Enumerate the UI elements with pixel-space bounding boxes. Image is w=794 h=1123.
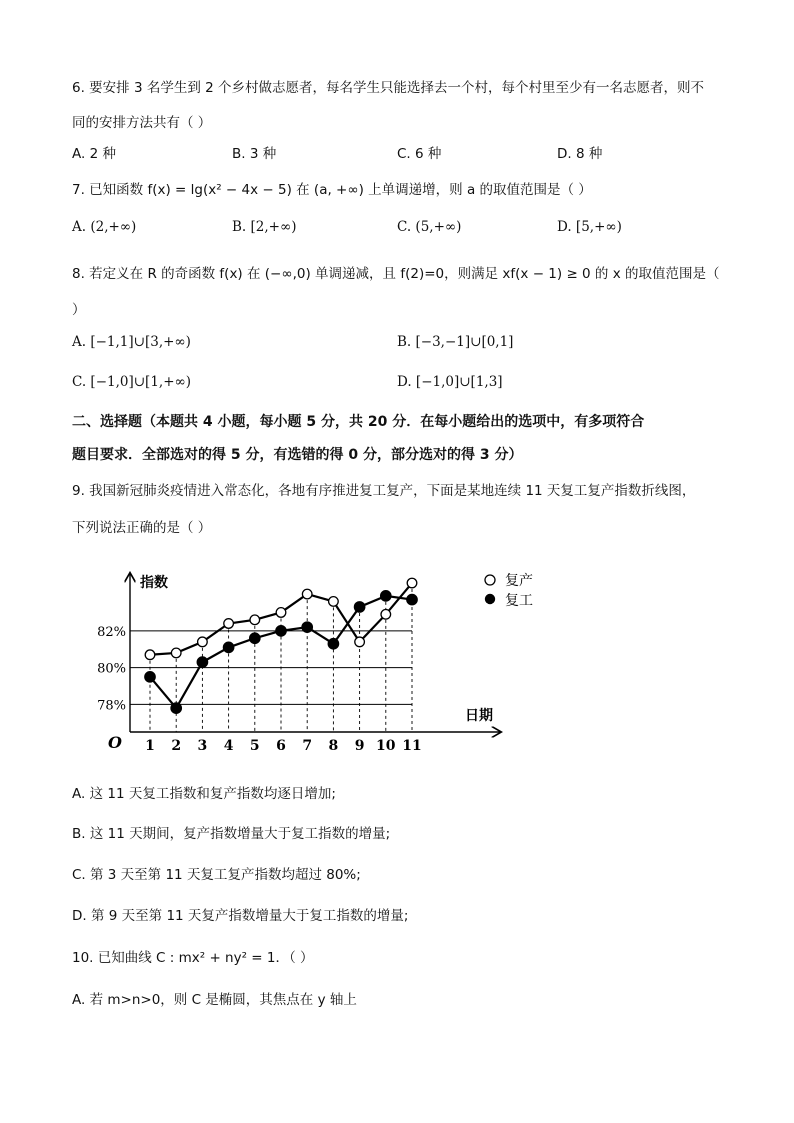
y-tick-label: 78% [97,698,126,714]
q6-option-d: D. 8 种 [557,146,603,162]
fuchan-point-1 [145,650,155,660]
x-tick-label: 6 [276,738,286,754]
q9-stem-line1: 9. 我国新冠肺炎疫情进入常态化，各地有序推进复工复产，下面是某地连续 11 天复工复产指数折线图， [72,483,696,499]
x-tick-label: 11 [402,738,422,754]
fugong-point-10 [381,591,391,601]
section-2-heading-line2: 题目要求．全部选对的得 5 分，有选错的得 0 分，部分选对的得 3 分） [72,447,523,463]
q8-option-a: A. [−1,1]∪[3,+∞) [72,334,191,350]
q7-option-a: A. (2,+∞) [72,219,137,235]
x-axis-label: 日期 [465,708,493,724]
q6-stem-line1: 6. 要安排 3 名学生到 2 个乡村做志愿者，每名学生只能选择去一个村，每个村里至少有一名志愿者，则不 [72,80,705,96]
fugong-point-9 [354,602,364,612]
q8-option-c: C. [−1,0]∪[1,+∞) [72,374,192,390]
section-2-heading-line1: 二、选择题（本题共 4 小题，每小题 5 分，共 20 分．在每小题给出的选项中，有多项符合 [72,414,645,430]
q7-stem: 7. 已知函数 f(x) = lg(x² − 4x − 5) 在 (a, +∞) 上单调递增，则 a 的取值范围是（ ） [72,182,592,198]
fugong-point-8 [328,639,338,649]
q8-option-b: B. [−3,−1]∪[0,1] [397,334,514,350]
x-tick-label: 3 [197,738,208,754]
q6-option-c: C. 6 种 [397,146,442,162]
q9-option-d: D. 第 9 天至第 11 天复产指数增量大于复工指数的增量; [72,908,409,924]
fuchan-point-8 [329,597,339,607]
fuchan-point-11 [407,578,417,588]
x-tick-label: 4 [223,738,234,754]
x-tick-label: 5 [249,738,260,754]
q6-option-a: A. 2 种 [72,146,116,162]
q7-option-b: B. [2,+∞) [232,219,297,235]
q7-option-c: C. (5,+∞) [397,219,462,235]
fugong-point-1 [145,672,155,682]
fuchan-point-10 [381,609,391,619]
origin-label: O [108,733,122,752]
q9-option-a: A. 这 11 天复工指数和复产指数均逐日增加; [72,786,336,802]
y-tick-label: 80% [97,661,126,677]
fugong-point-11 [407,594,417,604]
x-tick-label: 7 [302,738,313,754]
legend-label-fuchan: 复产 [505,573,533,589]
fugong-point-7 [302,622,312,632]
q7-option-d: D. [5,+∞) [557,219,622,235]
fugong-point-2 [171,703,181,713]
q9-option-c: C. 第 3 天至第 11 天复工复产指数均超过 80%; [72,867,361,883]
fugong-point-6 [276,626,286,636]
legend-marker-fuchan [485,575,495,585]
y-axis-label: 指数 [140,575,168,591]
fuchan-point-2 [171,648,181,658]
fuchan-point-6 [276,608,286,618]
q8-stem-line1: 8. 若定义在 R 的奇函数 f(x) 在 (−∞,0) 单调递减，且 f(2)=0，则满足 xf(x − 1) ≥ 0 的 x 的取值范围是（ [72,266,720,282]
legend [485,572,533,609]
x-tick-label: 8 [328,738,339,754]
q10-option-a: A. 若 m>n>0，则 C 是椭圆，其焦点在 y 轴上 [72,992,357,1008]
x-tick-label: 1 [145,738,155,754]
q9-stem-line2: 下列说法正确的是（ ） [72,520,212,536]
fuchan-point-3 [198,637,208,647]
legend-marker-fugong [485,594,495,604]
q8-stem-line2: ） [72,302,86,318]
q9-option-b: B. 这 11 天期间，复产指数增量大于复工指数的增量; [72,826,391,842]
q6-option-b: B. 3 种 [232,146,277,162]
y-tick-label: 82% [97,624,126,640]
q6-stem-line2: 同的安排方法共有（ ） [72,115,212,131]
fugong-point-5 [250,633,260,643]
x-tick-label: 2 [171,738,182,754]
x-tick-label: 9 [354,738,365,754]
fuchan-point-9 [355,637,365,647]
fugong-point-4 [223,642,233,652]
fuchan-point-5 [250,615,260,625]
x-tick-label: 10 [376,738,396,754]
q10-stem: 10. 已知曲线 C : mx² + ny² = 1．（ ） [72,950,314,966]
fugong-point-3 [197,657,207,667]
fuchan-point-7 [302,589,312,599]
q9-line-chart [97,562,560,757]
legend-label-fugong: 复工 [505,593,533,609]
q8-option-d: D. [−1,0]∪[1,3] [397,374,503,390]
fuchan-point-4 [224,619,234,629]
